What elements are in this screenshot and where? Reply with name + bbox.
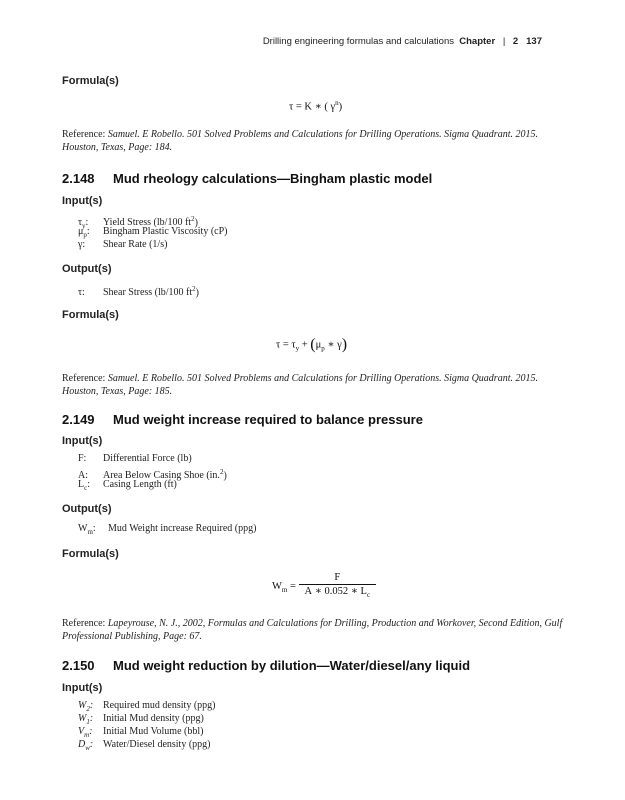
variable-symbol: F:: [78, 453, 87, 464]
section-number: 2.149: [62, 412, 95, 427]
inputs-heading: Input(s): [62, 682, 103, 694]
reference-2-149: Reference: Lapeyrouse, N. J., 2002, Formulas and Calculations for Drilling, Production and Workover, Second Edition, Gulf Professional Publishing, Page: 67.: [62, 618, 563, 642]
variable-symbol: $W_2$:: [78, 700, 94, 713]
chapter-number: 2: [512, 36, 519, 47]
variable-symbol: $\mu_p$:: [78, 226, 90, 239]
section-title: Mud rheology calculations—Bingham plastic model: [113, 171, 433, 186]
section-heading-2-148: [62, 171, 432, 186]
section-heading-2-150: [62, 658, 470, 673]
running-head-title: Drilling engineering formulas and calculations: [262, 36, 454, 47]
formula-mud-weight: $W_m$ = $\frac{F}{A ∗ 0.052 ∗ L_c}$: [272, 571, 376, 602]
reference-top: Reference: Samuel. E Robello. 501 Solved Problems and Calculations for Drilling Operations. Sigma Quadrant. 2015. Houston, Texas, Page: 184.: [62, 129, 538, 153]
variable-symbol: γ:: [78, 239, 86, 250]
reference-citation: Samuel. E Robello. 501 Solved Problems and Calculations for Drilling Operations. Sigma Quadrant. 2015. Houston, Texas, Page: 185.: [62, 373, 538, 397]
input-item: $L_c$: Casing Length (ft): [78, 479, 177, 492]
variable-symbol: $L_c$:: [78, 479, 90, 492]
input-item: A: Area Below Casing Shoe (in.$^2$): [78, 468, 227, 482]
variable-symbol: $D_w$:: [78, 739, 94, 752]
formula-heading-top: Formula(s): [62, 75, 119, 87]
section-heading-2-149: [62, 412, 423, 427]
output-item: τ: Shear Stress (lb/100 $ft^2$): [78, 285, 199, 299]
inputs-heading: Input(s): [62, 435, 103, 447]
page-number: 137: [526, 36, 542, 47]
input-item: $\tau_y$: Yield Stress (lb/100 $ft^2$): [78, 215, 198, 231]
reference-2-148: Reference: Samuel. E Robello. 501 Solved Problems and Calculations for Drilling Operations. Sigma Quadrant. 2015. Houston, Texas, Page: 185.: [62, 373, 538, 397]
variable-symbol: $V_m$:: [78, 726, 93, 739]
section-number: 2.148: [62, 171, 95, 186]
outputs-heading: Output(s): [62, 503, 112, 515]
reference-citation: Samuel. E Robello. 501 Solved Problems and Calculations for Drilling Operations. Sigma Quadrant. 2015. Houston, Texas, Page: 184.: [62, 129, 538, 153]
input-item: γ: Shear Rate (1/s): [78, 239, 168, 250]
input-item: $D_w$: Water/Diesel density (ppg): [78, 739, 211, 752]
variable-symbol: A:: [78, 470, 88, 482]
section-number: 2.150: [62, 658, 95, 673]
reference-citation: Lapeyrouse, N. J., 2002, Formulas and Calculations for Drilling, Production and Workover, Second Edition, Gulf Professional Publishing, Page: 67.: [62, 618, 563, 642]
section-title: Mud weight reduction by dilution—Water/diesel/any liquid: [113, 658, 471, 673]
input-item: $W_2$: Required mud density (ppg): [78, 700, 216, 713]
input-item: F: Differential Force (lb): [78, 453, 192, 464]
variable-symbol: $W_m$:: [78, 523, 96, 536]
running-head: Drilling engineering formulas and calculations Chapter | 2 137: [262, 36, 542, 47]
inputs-heading: Input(s): [62, 195, 103, 207]
formula-heading: Formula(s): [62, 548, 119, 560]
formula-power-law: τ = K ∗ ( $\gamma^n$): [289, 99, 343, 113]
variable-symbol: $W_1$:: [78, 713, 94, 726]
outputs-heading: Output(s): [62, 263, 112, 275]
output-item: $W_m$: Mud Weight increase Required (ppg): [78, 523, 257, 536]
input-item: $\mu_p$: Bingham Plastic Viscosity (cP): [78, 226, 228, 239]
section-title: Mud weight increase required to balance pressure: [113, 412, 423, 427]
formula-heading: Formula(s): [62, 309, 119, 321]
chapter-label: Chapter: [459, 36, 496, 47]
input-item: $V_m$: Initial Mud Volume (bbl): [78, 726, 204, 739]
variable-symbol: τ:: [78, 287, 85, 299]
variable-symbol: $\tau_y$:: [78, 217, 89, 231]
formula-bingham: $\tau = \tau_y + (\mu_p$ ∗ γ): [276, 336, 348, 353]
input-item: $W_1$: Initial Mud density (ppg): [78, 713, 204, 726]
